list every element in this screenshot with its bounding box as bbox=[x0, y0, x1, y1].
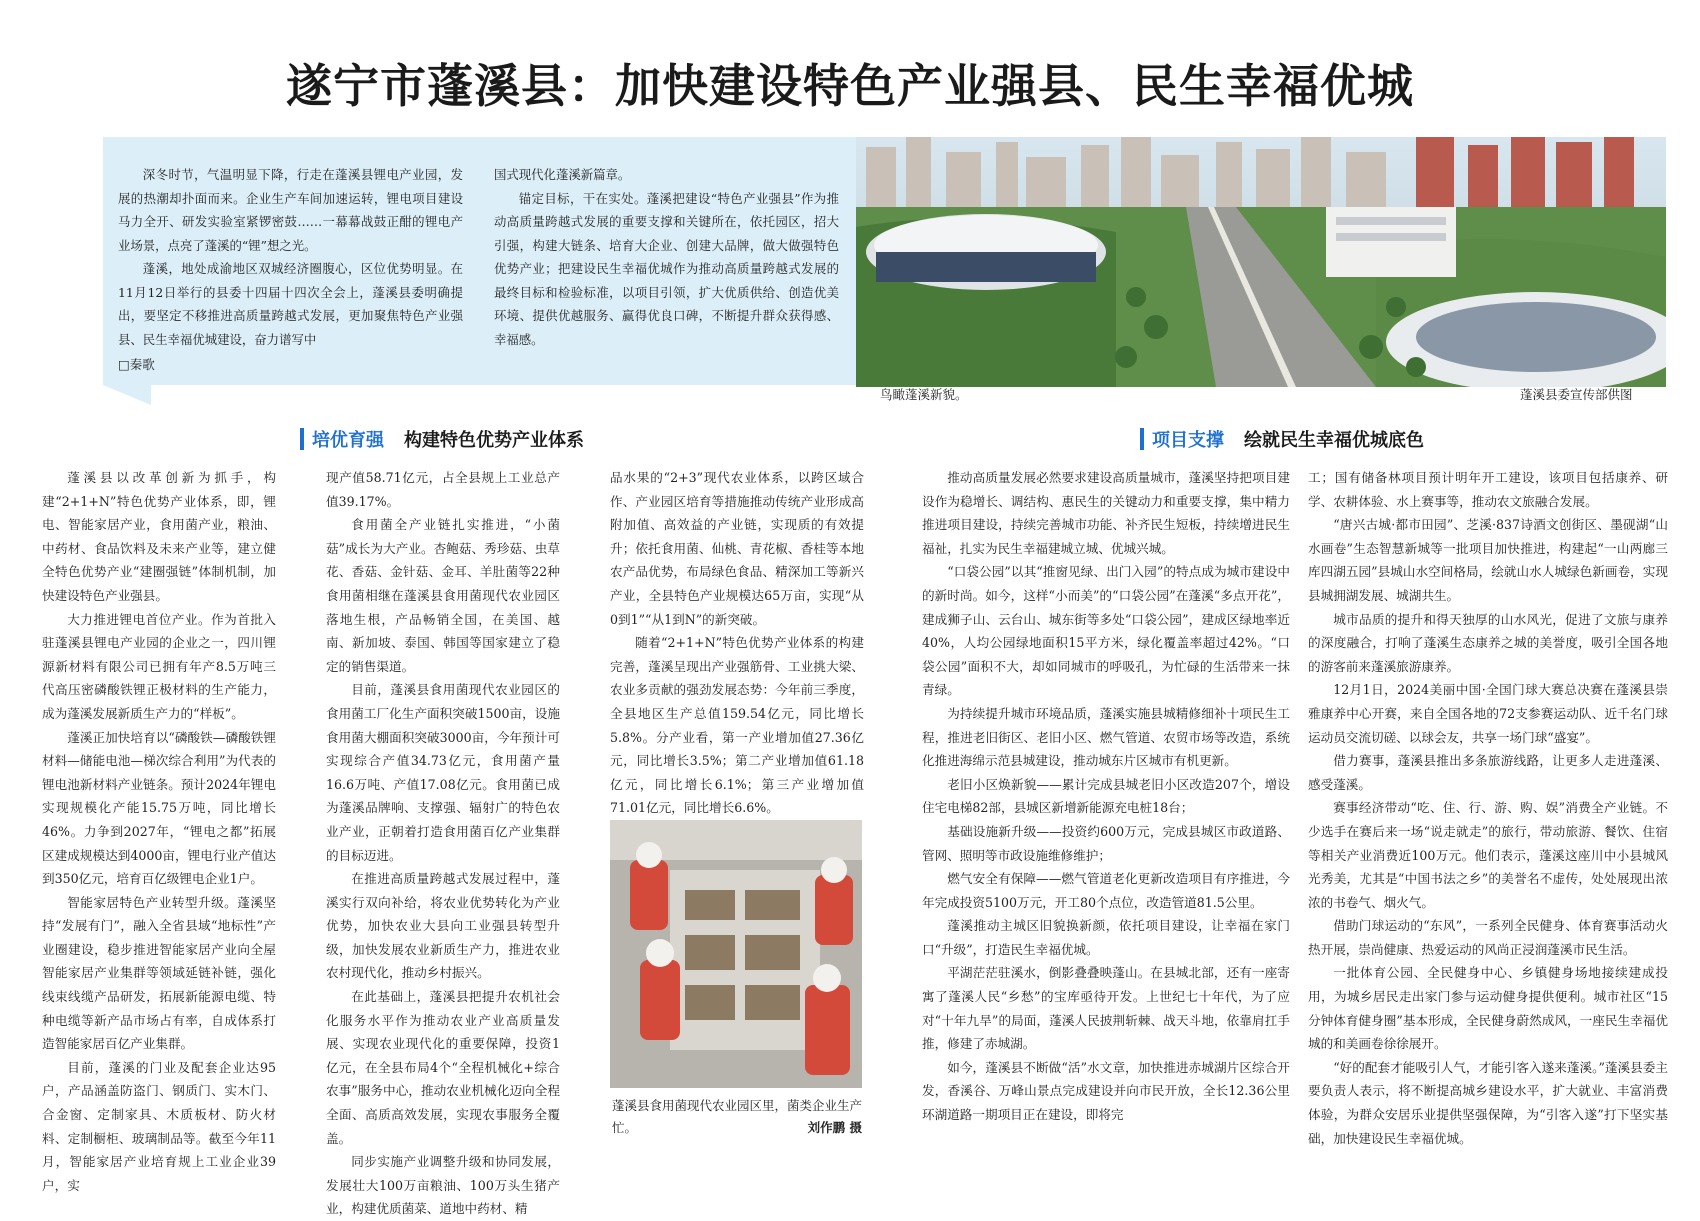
lead-paragraph: 锚定目标，干在实处。蓬溪把建设“特色产业强县”作为推动高质量跨越式发展的重要支撑和关键所在，依托园区，招大引强，构建大链条、培育大企业、创建大品牌，做大做强特色优势产业；把建设民生幸福优城作为推动高质量跨越式发展的最终目标和检验标准，以项目引领，扩大优质供给、创造优美环境、提供优越服务、赢得优良口碑，不断提升群众获得感、幸福感。 bbox=[494, 190, 839, 347]
section-marker-bar bbox=[1140, 428, 1144, 450]
article-paragraph: 老旧小区焕新貌——累计完成县城老旧小区改造207个，增设住宅电梯82部，县城区新增新能源充电桩18台； bbox=[922, 776, 1290, 816]
lead-paragraph: 蓬溪，地处成渝地区双城经济圈腹心，区位优势明显。在11月12日举行的县委十四届十四次全会上，蓬溪县委明确提出，要坚定不移推进高质量跨越式发展，更加聚焦特色产业强县、民生幸福优城建设，奋力谱写中 bbox=[118, 261, 463, 347]
mushroom-factory-photo bbox=[610, 820, 862, 1088]
page-headline: 遂宁市蓬溪县：加快建设特色产业强县、民生幸福优城 bbox=[286, 59, 1414, 113]
author-byline: □秦歌 bbox=[118, 357, 155, 372]
article-paragraph: 一批体育公园、全民健身中心、乡镇健身场地接续建成投用，为城乡居民走出家门参与运动健身提供便利。城市社区“15分钟体育健身圈”基本形成，全民健身蔚然成风，一座民生幸福优城的和美画卷徐徐展开。 bbox=[1308, 965, 1668, 1052]
section2-title: 绘就民生幸福优城底色 bbox=[1244, 430, 1424, 451]
article-paragraph: 品水果的“2+3”现代农业体系，以跨区域合作、产业园区培育等措施推动传统产业形成高附加值、高效益的产业链，实现质的有效提升；依托食用菌、仙桃、青花椒、香桂等本地农产品优势，布局绿色食品、精深加工等新兴产业，全县特色产业规模达65万亩，实现“从0到1”“从1到N”的新突破。 bbox=[610, 470, 864, 627]
section1-column-2 bbox=[326, 466, 560, 1221]
section1-column-3 bbox=[610, 466, 864, 820]
article-paragraph: 智能家居特色产业转型升级。蓬溪坚持“发展有门”，融入全省县域“地标性”产业圈建设，稳步推进智能家居产业向全屋智能家居产业集群等领域延链补链，强化线束线缆产品研发，拓展新能源电缆、特种电缆等新产品市场占有率，自成体系打造智能家居百亿产业集群。 bbox=[42, 894, 276, 1052]
section2-column-1 bbox=[922, 466, 1290, 1127]
article-paragraph: 在推进高质量跨越式发展过程中，蓬溪实行双向补给，将农业优势转化为产业优势，加快农业大县向工业强县转型升级，加快发展农业新质生产力，推进农业农村现代化，推动乡村振兴。 bbox=[326, 871, 560, 981]
article-paragraph: 蓬溪正加快培育以“磷酸铁—磷酸铁锂材料—储能电池—梯次综合利用”为代表的锂电池新材料产业链条。预计2024年锂电实现规模化产能15.75万吨，同比增长46%。力争到2027年，“锂电之都”拓展区建成规模达到4000亩，锂电行业产值达到350亿元，培育百亿级锂电企业1户。 bbox=[42, 729, 276, 887]
article-paragraph: 燃气安全有保障——燃气管道老化更新改造项目有序推进，今年完成投资5100万元，开工80个点位，改造管道81.5公里。 bbox=[922, 871, 1290, 910]
section2-column-2 bbox=[1308, 466, 1668, 1150]
article-paragraph: “好的配套才能吸引人气，才能引客入遂来蓬溪。”蓬溪县委主要负责人表示，将不断提高城乡建设水平，扩大就业、丰富消费体验，为群众安居乐业提供坚强保障，为“引客入遂”打下坚实基础，加快建设民生幸福优城。 bbox=[1308, 1059, 1668, 1146]
article-paragraph: “唐兴古城·都市田园”、芝溪·837诗酒文创街区、墨砚湖“山水画卷”生态智慧新城等一批项目加快推进，构建起“一山两廊三库四湖五园”县城山水空间格局，绘就山水人城绿色新画卷，实现县城拥湖发展、城湖共生。 bbox=[1308, 517, 1668, 603]
article-paragraph: 在此基础上，蓬溪县把提升农机社会化服务水平作为推动农业产业高质量发展、实现农业现代化的重要保障，投资1亿元，在全县布局4个“全程机械化+综合农事”服务中心，推动农业机械化迈向全程全面、高质高效发展，实现农事服务全覆盖。 bbox=[326, 989, 560, 1146]
section2-header bbox=[1140, 426, 1424, 452]
article-paragraph: 基础设施新升级——投资约600万元，完成县城区市政道路、管网、照明等市政设施维修维护； bbox=[922, 823, 1290, 863]
mushroom-photo-caption bbox=[612, 1095, 862, 1139]
article-paragraph: 随着“2+1+N”特色优势产业体系的构建完善，蓬溪呈现出产业强筋骨、工业挑大梁、农业多贡献的强劲发展态势：今年前三季度，全县地区生产总值159.54亿元，同比增长5.8%。分产业看，第一产业增加值27.36亿元，同比增长3.5%；第二产业增加值61.18亿元，同比增长6.1%；第三产业增加值71.01亿元，同比增长6.6%。 bbox=[610, 635, 864, 816]
section1-tag: 培优育强 bbox=[312, 430, 384, 451]
article-paragraph: 城市品质的提升和得天独厚的山水风光，促进了文旅与康养的深度融合，打响了蓬溪生态康养之城的美誉度，吸引全国各地的游客前来蓬溪旅游康养。 bbox=[1308, 611, 1668, 674]
article-paragraph: 平湖茫茫驻溪水，倒影叠叠映蓬山。在县城北部，还有一座寄寓了蓬溪人民“乡愁”的宝库亟待开发。上世纪七十年代，为了应对“十年九旱”的局面，蓬溪人民披荆斩棘、战天斗地，依靠肩扛手推，修建了赤城湖。 bbox=[922, 965, 1290, 1052]
lead-paragraph: 深冬时节，气温明显下降，行走在蓬溪县锂电产业园，发展的热潮却扑面而来。企业生产车间加速运转，锂电项目建设马力全开、研发实验室紧锣密鼓……一幕幕战鼓正酣的锂电产业场景，点亮了蓬溪的“锂”想之光。 bbox=[118, 167, 463, 253]
article-paragraph: 如今，蓬溪县不断做“活”水文章，加快推进赤城湖片区综合开发，香溪谷、万峰山景点完成建设并向市民开放，全长12.36公里环湖道路一期项目正在建设，即将完 bbox=[922, 1059, 1290, 1123]
section1-header bbox=[300, 426, 584, 452]
article-paragraph: 12月1日，2024美丽中国·全国门球大赛总决赛在蓬溪县崇雅康养中心开赛，来自全国各地的72支参赛运动队、近千名门球运动员交流切磋、以球会友，共享一场门球“盛宴”。 bbox=[1308, 682, 1668, 745]
section2-tag: 项目支撑 bbox=[1152, 430, 1224, 451]
section1-column-1 bbox=[42, 466, 276, 1197]
mushroom-photo-credit: 刘作鹏 摄 bbox=[807, 1120, 862, 1135]
article-paragraph: 借助门球运动的“东风”，一系列全民健身、体育赛事活动火热开展，崇尚健康、热爱运动的风尚正浸润蓬溪市民生活。 bbox=[1308, 918, 1668, 957]
article-paragraph: 目前，蓬溪的门业及配套企业达95户，产品涵盖防盗门、钢质门、实木门、合金窗、定制家具、木质板材、防火材料、定制橱柜、玻璃制品等。截至今年11月，智能家居产业培育规上工业企业39户，实 bbox=[42, 1059, 276, 1193]
article-paragraph: 蓬溪县以改革创新为抓手，构建“2+1+N”特色优势产业体系，即，锂电、智能家居产业，食用菌产业，粮油、中药材、食品饮料及未来产业等，建立健全特色优势产业“建圈强链”体制机制，加快建设特色产业强县。 bbox=[42, 470, 276, 603]
aerial-photo-caption: 鸟瞰蓬溪新貌。 bbox=[880, 387, 968, 402]
article-paragraph: 食用菌全产业链扎实推进，“小菌菇”成长为大产业。杏鲍菇、秀珍菇、虫草花、香菇、金针菇、金耳、羊肚菌等22种食用菌相继在蓬溪县食用菌现代农业园区落地生根，产品畅销全国，在美国、越南、新加坡、泰国、韩国等国家建立了稳定的销售渠道。 bbox=[326, 517, 560, 674]
aerial-city-photo bbox=[856, 137, 1666, 387]
article-paragraph: 推动高质量发展必然要求建设高质量城市，蓬溪坚持把项目建设作为稳增长、调结构、惠民生的关键动力和重要支撑，集中精力推进项目建设，持续完善城市功能、补齐民生短板，持续增进民生福祉，扎实为民生幸福建城立城、优城兴城。 bbox=[922, 470, 1290, 556]
lead-column-1 bbox=[118, 163, 463, 377]
aerial-photo-credit: 蓬溪县委宣传部供图 bbox=[1520, 387, 1633, 402]
article-paragraph: “口袋公园”以其“推窗见绿、出门入园”的特点成为城市建设中的新时尚。如今，这样“小而美”的“口袋公园”在蓬溪“多点开花”，建成狮子山、云台山、城东街等多处“口袋公园”，建成区绿地率近40%，人均公园绿地面积15平方米，绿化覆盖率超过42%。“口袋公园”面积不大，却如同城市的呼吸孔，为忙碌的生活带来一抹青绿。 bbox=[922, 564, 1290, 698]
lead-column-2 bbox=[494, 163, 839, 351]
article-paragraph: 目前，蓬溪县食用菌现代农业园区的食用菌工厂化生产面积突破1500亩，设施食用菌大棚面积突破3000亩，今年预计可实现综合产值34.73亿元，食用菌产量16.6万吨、产值17.08亿元。食用菌已成为蓬溪品牌响、支撑强、辐射广的特色农业产业，正朝着打造食用菌百亿产业集群的目标迈进。 bbox=[326, 682, 560, 863]
article-paragraph: 赛事经济带动“吃、住、行、游、购、娱”消费全产业链。不少选手在赛后来一场“说走就走”的旅行，带动旅游、餐饮、住宿等相关产业消费近100万元。他们表示，蓬溪这座川中小县城风光秀美，尤其是“中国书法之乡”的美誉名不虚传，处处展现出浓浓的书卷气、烟火气。 bbox=[1308, 800, 1668, 910]
article-paragraph: 大力推进锂电首位产业。作为首批入驻蓬溪县锂电产业园的企业之一，四川锂源新材料有限公司已拥有年产8.5万吨三代高压密磷酸铁锂正极材料的生产能力，成为蓬溪发展新质生产力的“样板”。 bbox=[42, 611, 276, 721]
article-paragraph: 工；国有储备林项目预计明年开工建设，该项目包括康养、研学、农耕体验、水上赛事等，推动农文旅融合发展。 bbox=[1308, 470, 1668, 509]
lead-paragraph: 国式现代化蓬溪新篇章。 bbox=[494, 167, 631, 182]
mushroom-photo-caption-text: 蓬溪县食用菌现代农业园区里，菌类企业生产忙。 bbox=[612, 1098, 863, 1135]
section-marker-bar bbox=[300, 428, 304, 450]
article-paragraph: 蓬溪推动主城区旧貌换新颜，依托项目建设，让幸福在家门口“升级”，打造民生幸福优城。 bbox=[922, 918, 1290, 957]
article-paragraph: 借力赛事，蓬溪县推出多条旅游线路，让更多人走进蓬溪、感受蓬溪。 bbox=[1308, 753, 1668, 792]
article-paragraph: 现产值58.71亿元，占全县规上工业总产值39.17%。 bbox=[326, 470, 560, 509]
article-paragraph: 为持续提升城市环境品质，蓬溪实施县城精修细补十项民生工程，推进老旧街区、老旧小区、燃气管道、农贸市场等改造，系统化推进海绵示范县城建设，推动城东片区城市有机更新。 bbox=[922, 705, 1290, 769]
section1-title: 构建特色优势产业体系 bbox=[404, 430, 584, 451]
article-paragraph: 同步实施产业调整升级和协同发展，发展壮大100万亩粮油、100万头生猪产业，构建优质菌菜、道地中药材、精 bbox=[326, 1154, 560, 1217]
